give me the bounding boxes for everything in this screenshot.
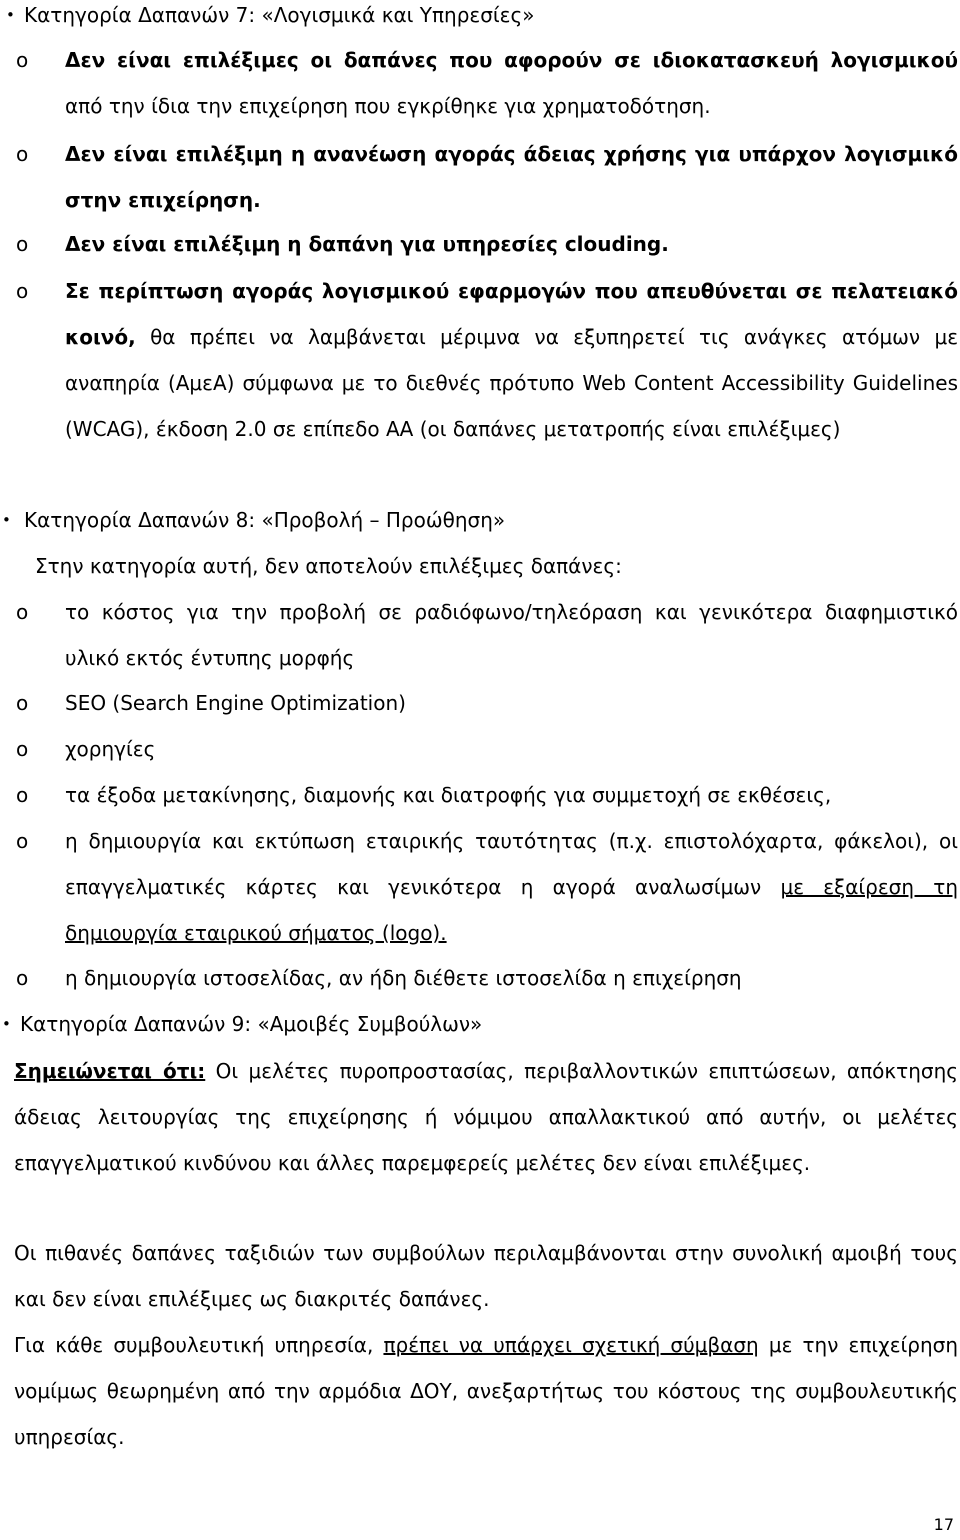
- contract-underlined: πρέπει να υπάρχει σχετική σύμβαση: [383, 1333, 759, 1357]
- list-item: τα έξοδα μετακίνησης, διαμονής και διατροφής για συμμετοχή σε εκθέσεις,: [65, 783, 832, 807]
- note-label: Σημειώνεται ότι:: [14, 1059, 206, 1083]
- bullet-circle: o: [16, 600, 29, 624]
- bullet-circle: o: [16, 737, 29, 761]
- bullet-circle: o: [16, 783, 29, 807]
- contract-text: Για κάθε συμβουλευτική υπηρεσία,: [14, 1333, 384, 1357]
- list-item-text: θα πρέπει να λαμβάνεται μέριμνα να εξυπηρετεί τις ανάγκες ατόμων με αναπηρία (ΑμεΑ) σύμφωνα με το διεθνές πρότυπο Web Content Accessibility Guidelines (WCAG), έκδοση 2.0 σε επίπεδο ΑΑ (οι δαπάνες μετατροπής είναι επιλέξιμες): [65, 325, 958, 441]
- contract-paragraph: [14, 1322, 958, 1460]
- list-item: [65, 221, 958, 267]
- bullet-disc: •: [6, 6, 15, 24]
- list-item-bold: Δεν είναι επιλέξιμη η ανανέωση αγοράς άδειας χρήσης για υπάρχον λογισμικό στην επιχείρηση.: [65, 142, 958, 212]
- note-paragraph: [14, 1048, 958, 1186]
- bullet-circle: o: [16, 142, 29, 166]
- bullet-circle: o: [16, 232, 29, 256]
- bullet-circle: o: [16, 691, 29, 715]
- list-item: SEO (Search Engine Optimization): [65, 691, 406, 715]
- list-item-bold: Δεν είναι επιλέξιμη η δαπάνη για υπηρεσίες clouding.: [65, 232, 669, 256]
- list-item: η δημιουργία ιστοσελίδας, αν ήδη διέθετε ιστοσελίδα η επιχείρηση: [65, 966, 742, 990]
- list-item: το κόστος για την προβολή σε ραδιόφωνο/τηλεόραση και γενικότερα διαφημιστικό υλικό εκτός έντυπης μορφής: [65, 600, 958, 670]
- travel-paragraph: Οι πιθανές δαπάνες ταξιδιών των συμβούλων περιλαμβάνονται στην συνολική αμοιβή τους και δεν είναι επιλέξιμες ως διακριτές δαπάνες.: [14, 1241, 958, 1311]
- note-text: Οι μελέτες πυροπροστασίας, περιβαλλοντικών επιπτώσεων, απόκτησης άδειας λειτουργίας της επιχείρησης ή νόμιμου απαλλακτικού από αυτήν, οι μελέτες επαγγελματικού κινδύνου και άλλες παρεμφερείς μελέτες δεν είναι επιλέξιμες.: [14, 1059, 958, 1175]
- list-item-text: η δημιουργία και εκτύπωση εταιρικής ταυτότητας (π.χ. επιστολόχαρτα, φάκελοι), οι επαγγελματικές κάρτες και γενικότερα η αγορά αναλωσίμων: [65, 829, 958, 899]
- category-8-heading: Κατηγορία Δαπανών 8: «Προβολή – Προώθηση»: [24, 508, 506, 532]
- page-number: 17: [933, 1515, 954, 1534]
- bullet-circle: o: [16, 48, 29, 72]
- category-7-heading: Κατηγορία Δαπανών 7: «Λογισμικά και Υπηρεσίες»: [24, 3, 535, 27]
- list-item: [65, 37, 958, 129]
- category-8-intro: Στην κατηγορία αυτή, δεν αποτελούν επιλέξιμες δαπάνες:: [35, 554, 622, 578]
- bullet-circle: o: [16, 829, 29, 853]
- bullet-disc: •: [2, 511, 11, 529]
- contract-text: με την επιχείρηση νομίμως θεωρημένη από την αρμόδια ΔΟΥ, ανεξαρτήτως του κόστους της συμβουλευτικής υπηρεσίας.: [14, 1333, 959, 1449]
- list-item-text: από την ίδια την επιχείρηση που εγκρίθηκε για χρηματοδότηση.: [65, 94, 711, 118]
- list-item: χορηγίες: [65, 737, 156, 761]
- list-item-underlined: με εξαίρεση τη δημιουργία εταιρικού σήματος (logo).: [65, 875, 958, 945]
- category-9-heading: Κατηγορία Δαπανών 9: «Αμοιβές Συμβούλων»: [20, 1012, 483, 1036]
- list-item: [65, 818, 958, 956]
- bullet-circle: o: [16, 966, 29, 990]
- list-item-bold: Δεν είναι επιλέξιμες οι δαπάνες που αφορούν σε ιδιοκατασκευή λογισμικού: [65, 48, 958, 72]
- list-item-bold: Σε περίπτωση αγοράς λογισμικού εφαρμογών που απευθύνεται σε πελατειακό κοινό,: [65, 279, 958, 349]
- bullet-disc: •: [2, 1015, 11, 1033]
- list-item: [65, 268, 958, 452]
- list-item: [65, 131, 958, 223]
- bullet-circle: o: [16, 279, 29, 303]
